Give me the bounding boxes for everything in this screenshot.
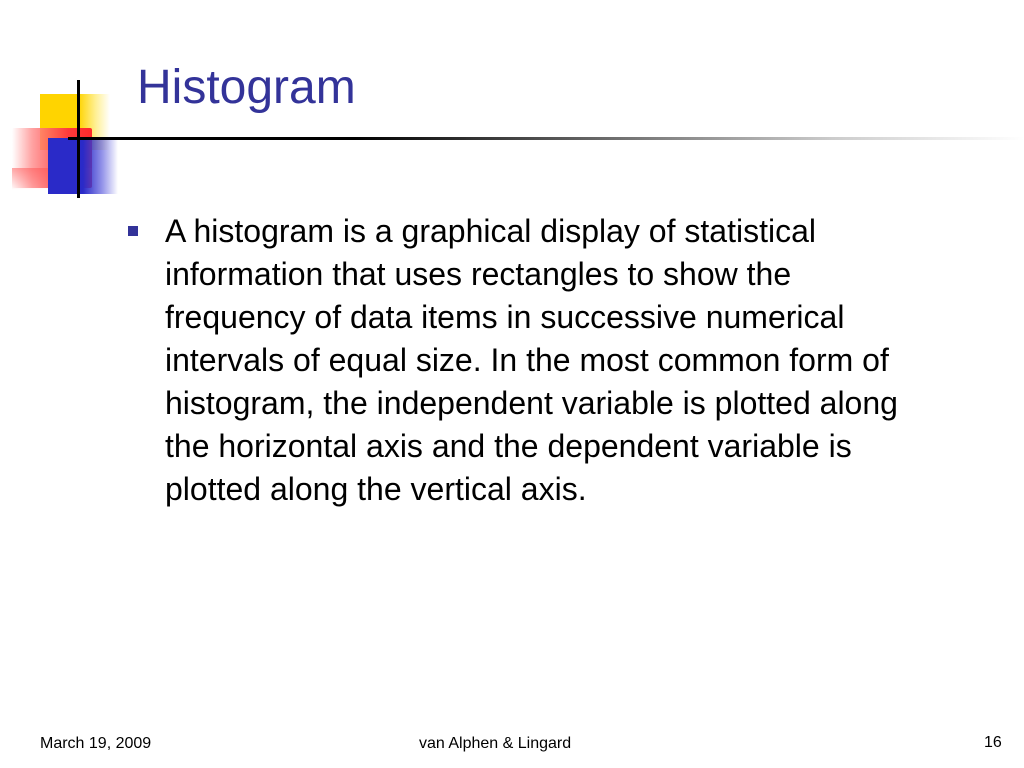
title-decoration	[0, 0, 140, 210]
bullet-item	[124, 210, 924, 511]
page-number: 16	[984, 734, 1002, 751]
square-bullet-icon	[128, 226, 138, 236]
slide-title: Histogram	[137, 61, 356, 114]
title-underline	[68, 137, 1024, 140]
decoration-blue-square	[48, 138, 118, 194]
footer-date: March 19, 2009	[40, 735, 152, 752]
bullet-text: A histogram is a graphical display of statistical information that uses rectangles to show the frequency of data items in successive numerical intervals of equal size. In the most common form of histogram, the independent variable is plotted along the horizontal axis and the dependent variable is plotted along the vertical axis.	[165, 213, 898, 507]
footer-author: van Alphen & Lingard	[419, 735, 572, 752]
slide-content	[124, 210, 924, 511]
